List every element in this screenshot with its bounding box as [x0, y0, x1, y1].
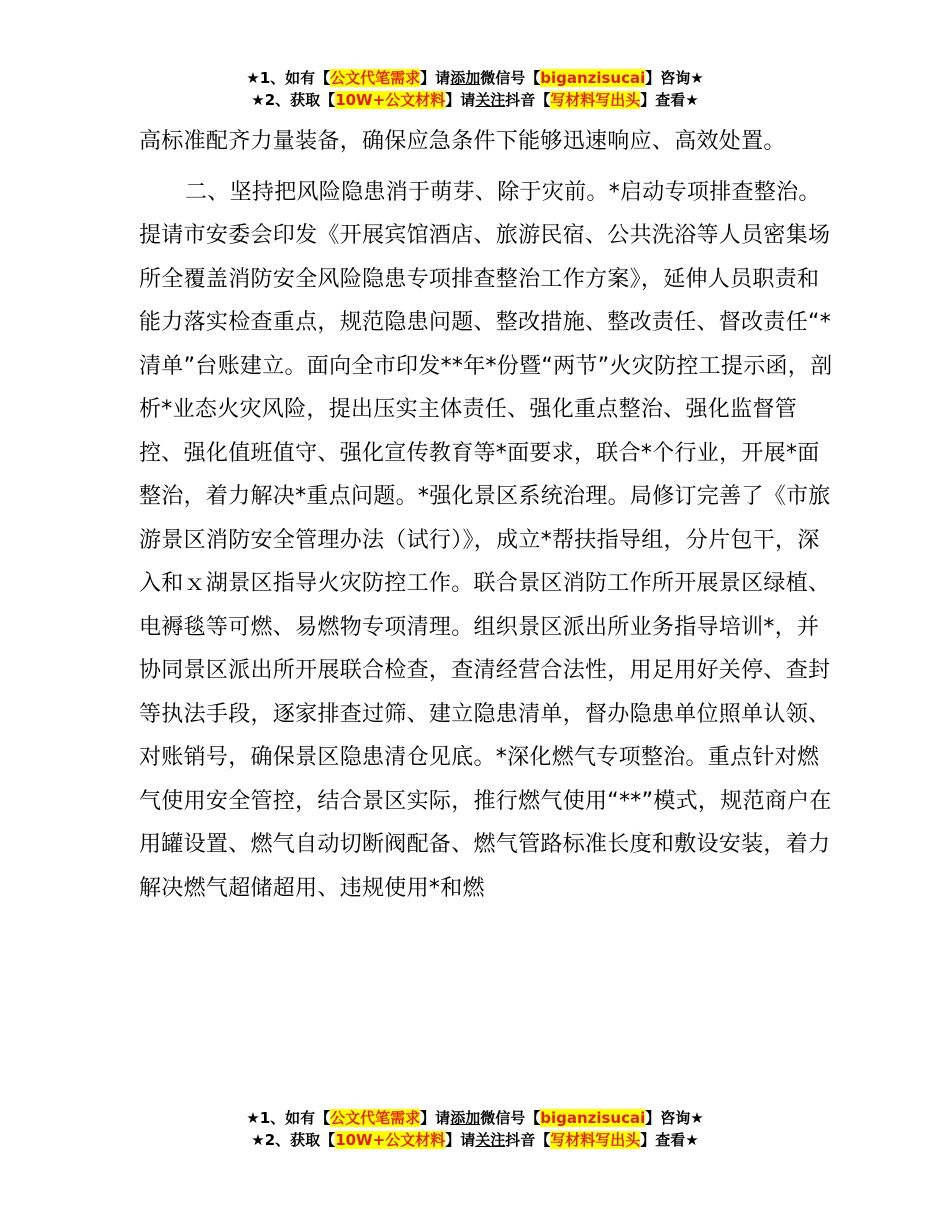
- header-line-2: [0, 89, 950, 111]
- banner-text: 微信号【: [480, 69, 541, 87]
- banner-underlined-text: 关注: [475, 1131, 506, 1149]
- banner-text: 】请: [445, 1131, 476, 1149]
- header-banner: [0, 67, 950, 111]
- highlight-materials: 10W+公文材料: [335, 1131, 446, 1149]
- banner-text: 微信号【: [480, 1109, 541, 1127]
- banner-text: 抖音【: [505, 91, 551, 109]
- highlight-wechat-id: biganzisucai: [540, 1109, 646, 1127]
- highlight-douyin-account: 写材料写出头: [550, 91, 641, 109]
- banner-text: 】请: [445, 91, 476, 109]
- document-body: [139, 120, 839, 910]
- banner-underlined-text: 添加: [450, 69, 481, 87]
- banner-text: 】咨询★: [645, 69, 704, 87]
- header-line-1: [0, 67, 950, 89]
- banner-text: ★1、如有【: [246, 69, 331, 87]
- highlight-writing-service: 公文代笔需求: [330, 1109, 421, 1127]
- footer-line-2: [0, 1129, 950, 1151]
- banner-underlined-text: 添加: [450, 1109, 481, 1127]
- highlight-wechat-id: biganzisucai: [540, 69, 646, 87]
- paragraph: 高标准配齐力量装备，确保应急条件下能够迅速响应、高效处置。: [139, 129, 786, 154]
- banner-text: 抖音【: [505, 1131, 551, 1149]
- banner-text: 】查看★: [640, 91, 699, 109]
- banner-text: 】请: [420, 69, 451, 87]
- banner-text: ★1、如有【: [246, 1109, 331, 1127]
- highlight-douyin-account: 写材料写出头: [550, 1131, 641, 1149]
- banner-underlined-text: 关注: [475, 91, 506, 109]
- highlight-materials: 10W+公文材料: [335, 91, 446, 109]
- footer-line-1: [0, 1107, 950, 1129]
- footer-banner: [0, 1107, 950, 1151]
- banner-text: 】请: [420, 1109, 451, 1127]
- banner-text: 】咨询★: [645, 1109, 704, 1127]
- banner-text: 】查看★: [640, 1131, 699, 1149]
- paragraph: 二、坚持把风险隐患消于萌芽、除于灾前。*启动专项排查整治。提请市安委会印发《开展宾馆酒店、旅游民宿、公共洗浴等人员密集场所全覆盖消防安全风险隐患专项排查整治工作方案》，延伸人员职责和能力落实检查重点，规范隐患问题、整改措施、整改责任、督改责任“*清单”台账建立。面向全市印发**年*份暨“两节”火灾防控工提示函，剖析*业态火灾风险，提出压实主体责任、强化重点整治、强化监督管控、强化值班值守、强化宣传教育等*面要求，联合*个行业，开展*面整治，着力解决*重点问题。*强化景区系统治理。局修订完善了《市旅游景区消防安全管理办法（试行）》，成立*帮扶指导组，分片包干，深入和ｘ湖景区指导火灾防控工作。联合景区消防工作所开展景区绿植、电褥毯等可燃、易燃物专项清理。组织景区派出所业务指导培训*，并协同景区派出所开展联合检查，查清经营合法性，用足用好关停、查封等执法手段，逐家排查过筛、建立隐患清单，督办隐患单位照单认领、对账销号，确保景区隐患清仓见底。*深化燃气专项整治。重点针对燃气使用安全管控，结合景区实际，推行燃气使用“**”模式，规范商户在用罐设置、燃气自动切断阀配备、燃气管路标准长度和敷设安装，着力解决燃气超储超用、违规使用*和燃: [139, 179, 833, 901]
- banner-text: ★2、获取【: [251, 1131, 336, 1149]
- banner-text: ★2、获取【: [251, 91, 336, 109]
- highlight-writing-service: 公文代笔需求: [330, 69, 421, 87]
